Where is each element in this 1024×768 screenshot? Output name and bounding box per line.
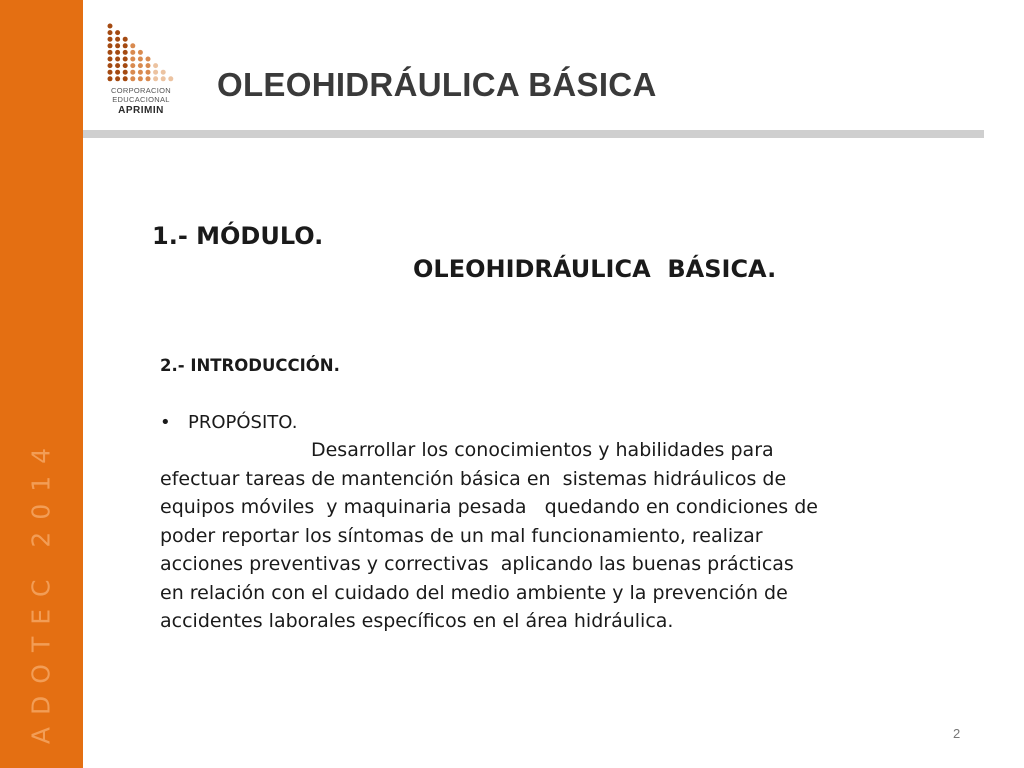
logo-dot bbox=[123, 57, 128, 62]
logo-dot bbox=[123, 50, 128, 55]
logo-dot bbox=[108, 70, 113, 75]
logo-dot bbox=[123, 63, 128, 68]
description-line: accidentes laborales específicos en el área hidráulica. bbox=[160, 610, 674, 632]
logo-dot bbox=[146, 76, 151, 81]
aprimin-logo bbox=[106, 22, 176, 120]
purpose-description bbox=[160, 436, 980, 636]
logo-dot bbox=[115, 70, 120, 75]
logo-dot bbox=[108, 50, 113, 55]
sidebar-vertical-text: ADOTEC 2014 bbox=[26, 435, 56, 745]
logo-dot bbox=[153, 63, 158, 68]
logo-dot bbox=[161, 76, 166, 81]
description-line: acciones preventivas y correctivas aplicando las buenas prácticas bbox=[160, 553, 794, 575]
module-heading: 1.- MÓDULO. bbox=[152, 222, 324, 250]
description-line: poder reportar los síntomas de un mal funcionamiento, realizar bbox=[160, 524, 763, 547]
logo-dot bbox=[153, 70, 158, 75]
logo-dot bbox=[115, 76, 120, 81]
logo-line-educacional: EDUCACIONAL bbox=[112, 95, 170, 104]
logo-line-corporacion: CORPORACION bbox=[111, 86, 171, 95]
logo-dot bbox=[115, 57, 120, 62]
logo-dot bbox=[168, 76, 173, 81]
logo-dot bbox=[108, 63, 113, 68]
description-line: efectuar tareas de mantención básica en sistemas hidráulicos de bbox=[160, 467, 787, 490]
logo-dot bbox=[123, 37, 128, 42]
purpose-bullet-item bbox=[160, 412, 297, 433]
logo-dot bbox=[130, 63, 135, 68]
logo-dot bbox=[115, 30, 120, 35]
logo-dot bbox=[123, 76, 128, 81]
logo-dot bbox=[146, 57, 151, 62]
logo-dot bbox=[146, 70, 151, 75]
logo-line-aprimin: APRIMIN bbox=[118, 105, 164, 116]
logo-dot bbox=[138, 50, 143, 55]
page-number: 2 bbox=[953, 726, 961, 741]
logo-dot bbox=[130, 76, 135, 81]
logo-dot bbox=[138, 70, 143, 75]
logo-dot bbox=[130, 70, 135, 75]
logo-dot bbox=[115, 63, 120, 68]
page-title: OLEOHIDRÁULICA BÁSICA bbox=[217, 66, 657, 103]
logo-dot bbox=[138, 63, 143, 68]
logo-dot bbox=[108, 37, 113, 42]
description-line: Desarrollar los conocimientos y habilidades para bbox=[160, 439, 774, 461]
purpose-label: PROPÓSITO. bbox=[188, 412, 298, 433]
sidebar bbox=[0, 0, 83, 768]
logo-dot bbox=[130, 50, 135, 55]
logo-dot bbox=[115, 37, 120, 42]
logo-dot bbox=[108, 24, 113, 29]
logo-triangle-icon bbox=[106, 22, 176, 86]
logo-dot bbox=[108, 43, 113, 48]
logo-dot bbox=[123, 70, 128, 75]
logo-dot bbox=[153, 76, 158, 81]
logo-dot bbox=[130, 57, 135, 62]
module-name: OLEOHIDRÁULICA BÁSICA. bbox=[413, 255, 777, 283]
bullet-icon: • bbox=[160, 412, 171, 433]
logo-dot bbox=[108, 76, 113, 81]
introduction-heading: 2.- INTRODUCCIÓN. bbox=[160, 356, 340, 375]
logo-dot bbox=[138, 76, 143, 81]
logo-dot bbox=[146, 63, 151, 68]
logo-dot bbox=[161, 70, 166, 75]
logo-dot bbox=[138, 57, 143, 62]
logo-dot bbox=[108, 57, 113, 62]
description-line: en relación con el cuidado del medio ambiente y la prevención de bbox=[160, 581, 788, 604]
description-line: equipos móviles y maquinaria pesada quedando en condiciones de bbox=[160, 496, 818, 518]
header-divider bbox=[83, 130, 984, 138]
logo-dot bbox=[108, 30, 113, 35]
logo-dot bbox=[123, 43, 128, 48]
logo-dot bbox=[130, 43, 135, 48]
logo-dot bbox=[115, 50, 120, 55]
logo-dot bbox=[115, 43, 120, 48]
